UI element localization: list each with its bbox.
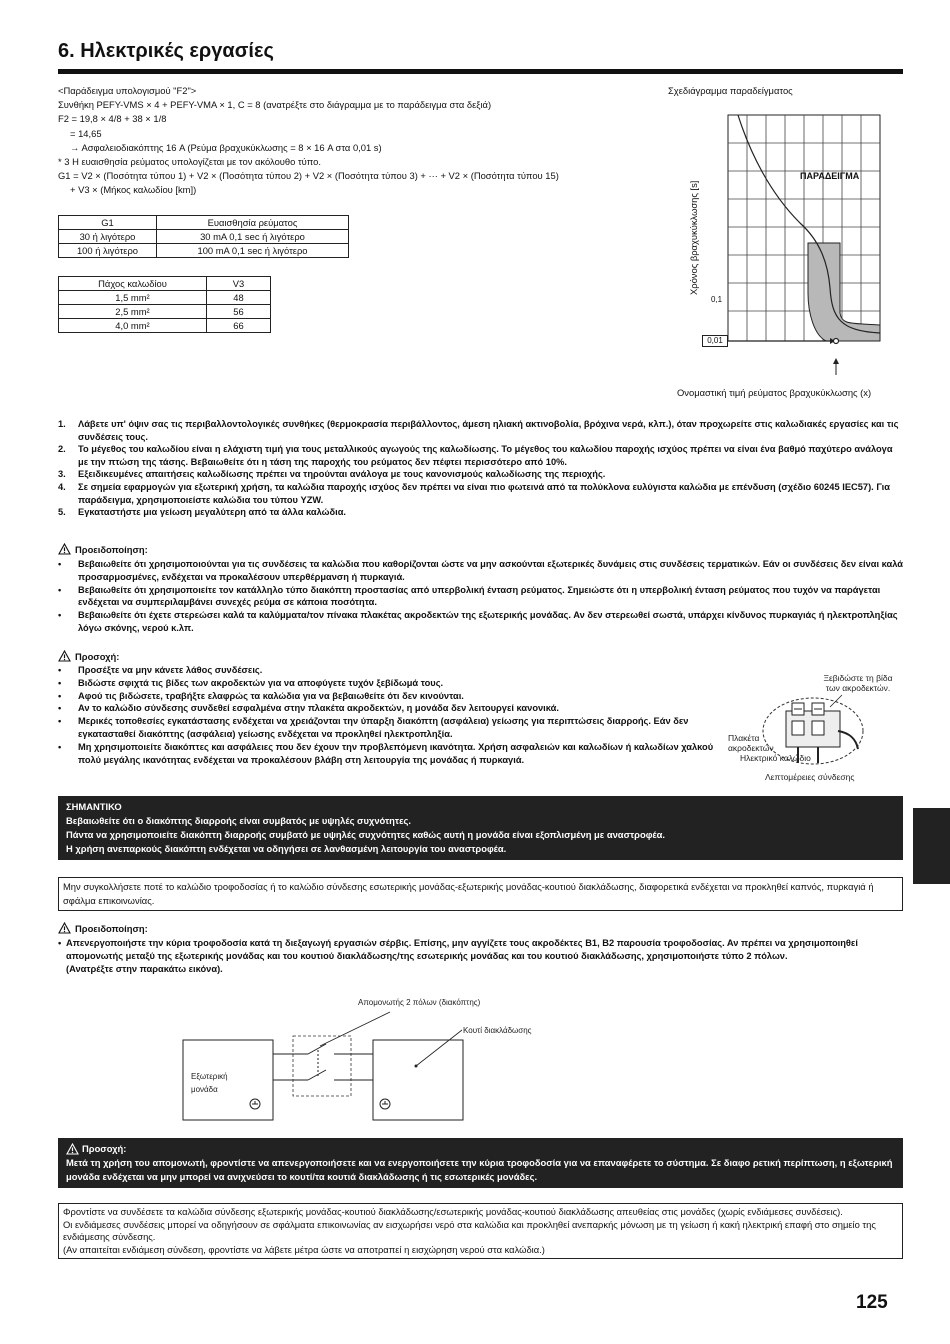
loosen-screw-label: Ξεβιδώστε τη βίδα των ακροδεκτών. — [823, 673, 893, 693]
table-cell: 100 mA 0,1 sec ή λιγότερο — [157, 244, 349, 258]
table-row — [59, 230, 349, 244]
isolator-figure — [180, 1008, 480, 1124]
list-item: • Βιδώστε σφιχτά τις βίδες των ακροδεκτών για να αποφύγετε τυχόν ξεβίδωμά τους. — [58, 677, 444, 688]
list-item: • Αφού τις βιδώσετε, τραβήξτε ελαφρώς τα καλώδια για να βεβαιωθείτε ότι δεν κινούνται. — [58, 690, 464, 701]
warning-title: Προειδοποίηση: — [75, 922, 148, 934]
table-row — [59, 244, 349, 258]
calc-line: F2 = 19,8 × 4/8 + 38 × 1/8 — [58, 113, 167, 125]
list-item: 1. Λάβετε υπ' όψιν σας τις περιβαλλοντολογικές συνθήκες (θερμοκρασία περιβάλλοντος, άμεση ηλιακή ακτινοβολία, βρόχινα νερά, κλπ.), όταν προχωρείτε στις καλωδιακές εργασίες και τις συνδέσεις τους. — [58, 419, 899, 442]
table-header: V3 — [207, 277, 271, 291]
caution-box — [58, 1138, 903, 1188]
calc-line: = 14,65 — [70, 127, 102, 139]
list-item: 2. Το μέγεθος του καλωδίου είναι η ελάχιστη τιμή για τους μεταλλικούς αγωγούς της καλωδίωσης. Το μέγεθος του καλωδίου παροχής ισχύος πρέπει να είναι ένα βαθμό παχύτερο ανάλογα με την πτώση της τάσης. Βεβαιωθείτε ότι η τάση της παροχής του ρεύματος δεν πέφτει περισσότερο από 10%. — [58, 444, 893, 467]
calc-example — [58, 84, 658, 198]
important-line: Η χρήση ανεπαρκούς διακόπτη ενδέχεται να οδηγήσει σε λανθασμένη λειτουργία του αναστροφέα. — [66, 843, 507, 854]
connection-detail-label: Λεπτομέρειες σύνδεσης — [765, 772, 855, 782]
outdoor-unit-label: Εξωτερική μονάδα — [191, 1072, 228, 1094]
calc-line: Συνθήκη PEFY-VMS × 4 + PEFY-VMA × 1, C = 8 (ανατρέξτε στο διάγραμμα με το παράδειγμα στα δεξιά) — [58, 99, 492, 111]
table-row — [59, 305, 271, 319]
warning-icon — [66, 1143, 79, 1155]
list-item: • Βεβαιωθείτε ότι χρησιμοποιούνται για τις συνδέσεις τα καλώδια που καθορίζονται ώστε να μην ασκούνται εξωτερικές δυνάμεις στις συνδέσεις τερματικών. Εάν οι συνδέσεις δεν είναι καλά προσαρμοσμένες, ενδέχεται να προκαλέσουν υπερθέρμανση ή πυρκαγιά. — [58, 559, 903, 582]
diagram-example-label: ΠΑΡΑΔΕΙΓΜΑ — [800, 171, 860, 181]
note-box: Μην συγκολλήσετε ποτέ το καλώδιο τροφοδοσίας ή το καλώδιο σύνδεσης εσωτερικής μονάδας-εξωτερικής μονάδας-κουτιού διακλάδωσης, διαφορετικά ενδέχεται να προκληθεί καπνός, πυρκαγιά ή σφάλμα επικοινωνίας. — [58, 877, 903, 911]
warning-icon — [58, 543, 71, 555]
list-item: • Βεβαιωθείτε ότι έχετε στερεώσει καλά τα καλύμματα/τον πίνακα πλακέτας ακροδεκτών της εξωτερικής μονάδας. Αν δεν στερεωθεί σωστά, υπάρχει κίνδυνος πυρκαγιάς ή ηλεκτροπληξίας λόγω σκόνης, νερού κ.λπ. — [58, 610, 898, 633]
warning-title: Προειδοποίηση: — [75, 543, 148, 555]
caution-text: Μετά τη χρήση του απομονωτή, φροντίστε να απενεργοποιήσετε και να ενεργοποιήσετε την κύρια τροφοδοσία για να επαναφέρετε το σύστημα. Σε διαφο ρετική περίπτωση, η εξωτερική μονάδα ενδέχεται να μην μπορεί να ανιχνεύσει το κουτί/τα κουτιά διακλάδωσης ή τις εσωτερικές μονάδες. — [66, 1157, 893, 1182]
diagram-tick: 0,01 — [702, 335, 728, 347]
calc-line: <Παράδειγμα υπολογισμού "F2"> — [58, 85, 197, 96]
table-header: Ευαισθησία ρεύματος — [157, 216, 349, 230]
caution-title: Προσοχή: — [82, 1143, 127, 1154]
important-title: ΣΗΜΑΝΤΙΚΟ — [66, 801, 122, 812]
calc-line: + V3 × (Μήκος καλωδίου [km]) — [70, 184, 197, 196]
list-item: 5. Εγκαταστήστε μια γείωση μεγαλύτερη από τα άλλα καλώδια. — [58, 507, 347, 518]
diagram-ylabel: Χρόνος βραχυκύκλωσης [s] — [688, 180, 699, 295]
warning-reference: (Ανατρέξτε στην παρακάτω εικόνα). — [66, 963, 223, 974]
warning-icon — [58, 922, 71, 934]
table-header: Πάχος καλωδίου — [59, 277, 207, 291]
table-cell: 4,0 mm² — [59, 319, 207, 333]
section-tab — [913, 808, 950, 884]
list-item: • Προσέξτε να μην κάνετε λάθος συνδέσεις. — [58, 665, 263, 675]
diagram-xlabel: Ονομαστική τιμή ρεύματος βραχυκύκλωσης (x) — [677, 387, 872, 398]
heading-rule — [58, 69, 903, 74]
table-cell: 1,5 mm² — [59, 291, 207, 305]
warning-icon — [58, 650, 71, 662]
note-line: Οι ενδιάμεσες συνδέσεις μπορεί να οδηγήσουν σε σφάλματα επικοινωνίας αν εισχωρήσει νερό στα καλώδια και προκληθεί ανεπαρκής μόνωση με τη γείωση ή κακή ηλεκτρική επαφή στο σημείο της ενδιάμεσης σύνδεσης. — [63, 1218, 876, 1243]
branch-box-label: Κουτί διακλάδωσης — [463, 1026, 532, 1035]
note-box — [58, 1203, 903, 1259]
isolator-label: Απομονωτής 2 πόλων (διακόπτης) — [358, 998, 481, 1007]
calc-line: → Ασφαλειοδιακόπτης 16 A (Ρεύμα βραχυκύκλωσης = 8 × 16 A στα 0,01 s) — [70, 141, 382, 153]
table-cell: 48 — [207, 291, 271, 305]
note-line: (Αν απαιτείται ενδιάμεση σύνδεση, φροντίστε να λάβετε μέτρα ώστε να αποτραπεί η εισχώρηση νερού στα καλώδια.) — [63, 1243, 545, 1255]
list-item: • Μη χρησιμοποιείτε διακόπτες και ασφάλειες που δεν έχουν την προβλεπόμενη ικανότητα. Χρήση ασφαλειών και καλωδίων ή καλωδίων χαλκού πολύ μεγάλης ικανότητας ενδέχεται να προκαλέσουν βλάβη στη λειτουργία της μονάδας ή πυρκαγιά. — [58, 741, 714, 765]
list-item: 4. Σε σημεία εφαρμογών για εξωτερική χρήση, τα καλώδια παροχής ισχύος δεν πρέπει να είναι πιο φωτεινά από τα πολύκλονα ευλύγιστα καλώδια με επένδυση (σχέδιο 60245 IEC57). Για παράδειγμα, χρησιμοποιείστε καλώδια του τύπου YZW. — [58, 481, 890, 505]
cable-label: Ηλεκτρικό καλώδιο — [740, 753, 811, 763]
calc-line: * 3 Η ευαισθησία ρεύματος υπολογίζεται με τον ακόλουθο τύπο. — [58, 156, 321, 168]
requirements-list — [58, 418, 903, 519]
g1-table — [58, 215, 349, 258]
table-cell: 30 ή λιγότερο — [59, 230, 157, 244]
v3-table — [58, 276, 271, 333]
table-cell: 2,5 mm² — [59, 305, 207, 319]
list-item: • Απενεργοποιήστε την κύρια τροφοδοσία κατά τη διεξαγωγή εργασιών σέρβις. Επίσης, μην αγγίζετε τους ακροδέκτες B1, B2 παρουσία τροφοδοσίας. Αν πρέπει να χρησιμοποιηθεί απομονωτής μεταξύ της εξωτερικής μονάδας και του κουτιού διακλάδωσης/της εσωτερικής μονάδας και του κουτιού διακλάδωσης, χρησιμοποιήστε τύπο 2 πόλων. — [58, 938, 858, 961]
caution-title: Προσοχή: — [75, 650, 120, 662]
warning-block — [58, 543, 903, 635]
list-item: • Αν το καλώδιο σύνδεσης συνδεθεί εσφαλμένα στην πλακέτα ακροδεκτών, η μονάδα δεν λειτουργεί κανονικά. — [58, 703, 559, 714]
important-box — [58, 796, 903, 860]
caution-block — [58, 650, 723, 766]
important-line: Πάντα να χρησιμοποιείτε διακόπτη διαρροής συμβατό με υψηλές συχνότητες καθώς αυτή η μονάδα είναι εξοπλισμένη με αναστροφέα. — [66, 829, 666, 840]
table-row — [59, 319, 271, 333]
list-item: 3. Εξειδικευμένες απαιτήσεις καλωδίωσης πρέπει να τηρούνται ανάλογα με τους κανονισμούς καλωδίωσης της περιοχής. — [58, 469, 606, 480]
table-cell: 66 — [207, 319, 271, 333]
table-cell: 100 ή λιγότερο — [59, 244, 157, 258]
diagram-tick: 0,1 — [711, 295, 723, 304]
list-item: • Μερικές τοποθεσίες εγκατάστασης ενδέχεται να χρειάζονται την ύπαρξη διακόπτη (ασφάλεια) γείωσης για περιπτώσεις διαρροής. Εάν δεν εγκατασταθεί διακόπτης (ασφάλεια) γείωσης ενδέχεται να προκληθεί ηλεκτροπληξία. — [58, 716, 689, 739]
table-cell: 30 mA 0,1 sec ή λιγότερο — [157, 230, 349, 244]
page-number: 125 — [856, 1292, 888, 1313]
table-cell: 56 — [207, 305, 271, 319]
important-line: Βεβαιωθείτε ότι ο διακόπτης διαρροής είναι συμβατός με υψηλές συχνότητες. — [66, 815, 412, 826]
diagram-title: Σχεδιάγραμμα παραδείγματος — [668, 85, 793, 96]
warning-block — [58, 922, 903, 975]
terminal-board-label: Πλακέτα ακροδεκτών — [728, 733, 774, 753]
list-item: • Βεβαιωθείτε ότι χρησιμοποιείτε τον κατάλληλο τύπο διακόπτη προστασίας από υπερβολική ένταση ρεύματος. Σημειώστε ότι η υπερβολική ένταση ρεύματος που τυχόν να παράγεται ενδέχεται να συμπεριλαμβάνει συνεχές ρεύμα σε κάποια ποσότητα. — [58, 584, 881, 608]
table-row — [59, 291, 271, 305]
calc-line: G1 = V2 × (Ποσότητα τύπου 1) + V2 × (Ποσότητα τύπου 2) + V2 × (Ποσότητα τύπου 3) + ··· + V2 × (Ποσότητα τύπου 15) — [58, 170, 559, 182]
table-header: G1 — [59, 216, 157, 230]
section-heading: 6. Ηλεκτρικές εργασίες — [58, 40, 274, 62]
note-line: Φροντίστε να συνδέσετε τα καλώδια σύνδεσης εξωτερικής μονάδας-κουτιού διακλάδωσης/εσωτερικής μονάδας-κουτιού διακλάδωσης απευθείας στις μονάδες (χωρίς ενδιάμεσες συνδέσεις). — [63, 1206, 843, 1217]
